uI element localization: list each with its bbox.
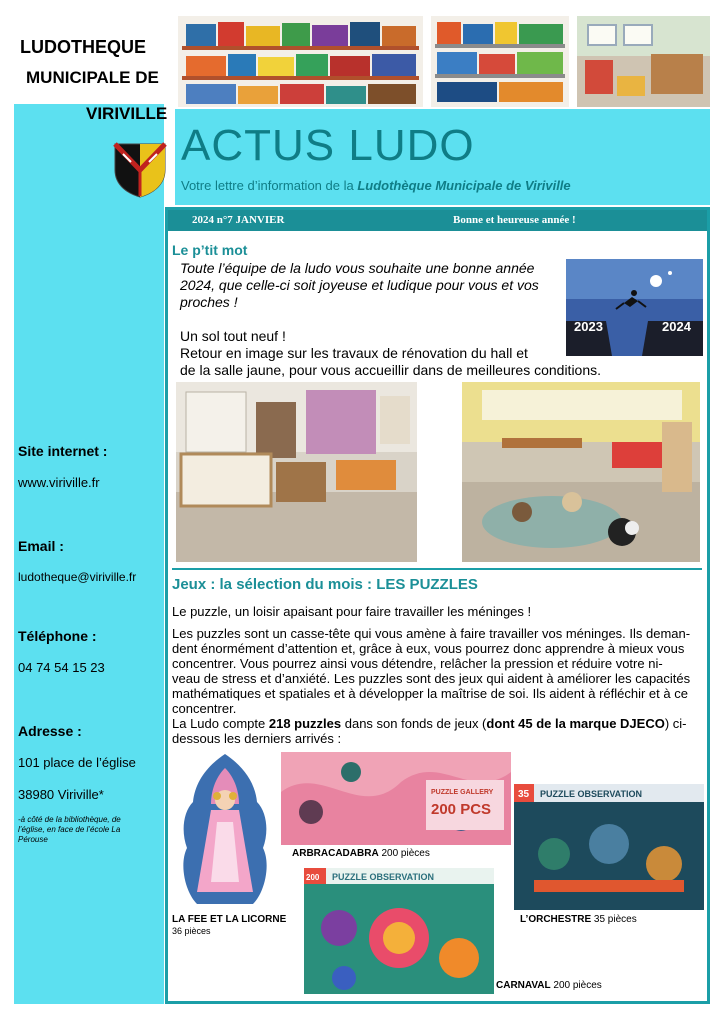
wish-line-3: proches ! xyxy=(180,294,238,310)
floor-line-1: Retour en image sur les travaux de rénovation du hall et xyxy=(180,345,528,361)
jeux-heading: Jeux : la sélection du mois : LES PUZZLES xyxy=(172,576,478,593)
title-banner xyxy=(175,109,710,205)
jeux-intro: Le puzzle, un loisir apaisant pour faire travailler les méninges ! xyxy=(172,604,532,619)
email-link[interactable]: ludotheque@viriville.fr xyxy=(18,570,137,584)
org-line-3: VIRIVILLE xyxy=(86,104,168,123)
orchestre-box-brand: PUZZLE OBSERVATION xyxy=(540,789,643,799)
phone-number: 04 74 54 15 23 xyxy=(18,660,105,675)
photo-game-shelves-2 xyxy=(431,16,569,107)
puzzle-fee-licorne-name: LA FEE ET LA LICORNE xyxy=(172,914,287,925)
new-year-illustration xyxy=(566,259,703,356)
website-link[interactable]: www.viriville.fr xyxy=(18,475,100,490)
floor-line-2: de la salle jaune, pour vous accueillir dans de meilleures conditions. xyxy=(180,362,602,378)
organization-name xyxy=(0,0,178,104)
wish-line-2: 2024, que celle-ci soit joyeuse et ludique pour vous et vos xyxy=(180,277,539,293)
arbracadabra-box-count: 200 PCS xyxy=(431,801,492,818)
photo-game-shelves-1 xyxy=(178,16,423,107)
issue-greeting: Bonne et heureuse année ! xyxy=(453,214,576,226)
puzzle-arbracadabra-image xyxy=(281,752,511,845)
orchestre-box-count: 35 xyxy=(518,789,530,800)
puzzle-fee-licorne-pieces: 36 pièces xyxy=(172,926,211,936)
jeux-body-1: Les puzzles sont un casse-tête qui vous amène à faire travailler vos méninges. Ils deman- xyxy=(172,626,691,641)
puzzle-orchestre-caption: L’ORCHESTRE 35 pièces xyxy=(520,914,637,925)
arbracadabra-box-brand: PUZZLE GALLERY xyxy=(431,789,494,796)
email-label: Email : xyxy=(18,538,64,554)
jeux-body-6: concentrer. xyxy=(172,701,237,716)
website-label: Site internet : xyxy=(18,443,108,459)
puzzle-fee-licorne-image xyxy=(177,752,273,906)
puzzle-count-line: La Ludo compte 218 puzzles dans son fonds de jeux (dont 45 de la marque DJECO) ci- xyxy=(172,716,687,731)
jeux-body-2: dent énormément d’attention et, grâce à eux, vous pourrez donc apprendre à mieux vous xyxy=(172,641,685,656)
newsletter-title: ACTUS LUDO xyxy=(181,121,475,170)
photo-yellow-room xyxy=(462,382,700,562)
address-label: Adresse : xyxy=(18,723,82,739)
org-line-2: MUNICIPALE DE xyxy=(26,68,159,87)
jeux-body-4: veau de stress et d’anxiété. Les puzzles sont des jeux qui aident à améliorer les capacités xyxy=(172,671,691,686)
address-line-2: 38980 Viriville* xyxy=(18,787,104,802)
year-new-label: 2024 xyxy=(662,319,691,334)
issue-number: 2024 n°7 JANVIER xyxy=(192,214,285,226)
floor-title: Un sol tout neuf ! xyxy=(180,328,286,344)
phone-label: Téléphone : xyxy=(18,628,97,644)
wish-line-1: Toute l’équipe de la ludo vous souhaite une bonne année xyxy=(180,260,535,276)
puzzle-count-line-2: dessous les derniers arrivés : xyxy=(172,731,342,746)
coat-of-arms-icon xyxy=(113,142,167,198)
puzzle-carnaval-caption: CARNAVAL 200 pièces xyxy=(496,980,602,991)
org-line-1: LUDOTHEQUE xyxy=(20,37,146,57)
puzzle-carnaval-image xyxy=(304,868,494,994)
jeux-body-3: concentrer. Vous pourrez ainsi vous détendre, relâcher la pression et réduire votre ni- xyxy=(172,656,663,671)
photo-playroom xyxy=(577,16,710,107)
newsletter-subtitle: Votre lettre d’information de la Ludothèque Municipale de Viriville xyxy=(181,178,571,193)
photo-renovated-hall xyxy=(176,382,417,562)
carnaval-box-brand: PUZZLE OBSERVATION xyxy=(332,872,435,882)
address-note: -à côté de la bibliothèque, de l’église, en face de l’école La Pérouse xyxy=(18,815,121,844)
issue-bar xyxy=(168,210,707,231)
puzzle-orchestre-image xyxy=(514,784,704,910)
jeux-body-5: mathématiques et spatiales et à développer la maîtrise de soi. Ils aident à réfléchir et à ce xyxy=(172,686,688,701)
carnaval-box-count: 200 xyxy=(306,873,320,882)
puzzle-arbracadabra-caption: ARBRACADABRA 200 pièces xyxy=(292,848,430,859)
year-old-label: 2023 xyxy=(574,319,603,334)
address-line-1: 101 place de l’église xyxy=(18,755,136,770)
section-divider xyxy=(172,568,702,570)
ptit-mot-heading: Le p’tit mot xyxy=(172,242,248,258)
